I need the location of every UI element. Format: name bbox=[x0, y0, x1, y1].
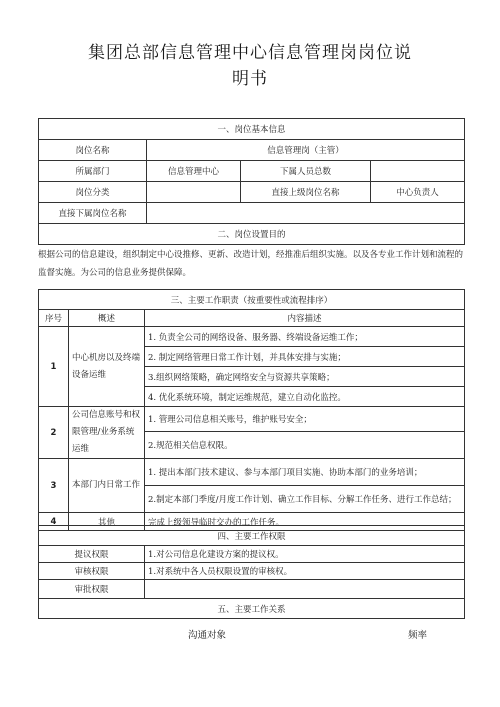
duty-item: 3.组织网络策略，确定网络安全与资源共享策略； bbox=[145, 367, 465, 387]
authority-label: 提议权限 bbox=[39, 546, 145, 563]
col-no-header: 序号 bbox=[39, 310, 69, 327]
category-label: 岗位分类 bbox=[39, 182, 147, 203]
section2-heading: 二、岗位设置目的 bbox=[39, 224, 465, 245]
position-name-label: 岗位名称 bbox=[39, 140, 147, 161]
section4-heading: 四、主要工作权限 bbox=[39, 526, 465, 546]
department-label: 所属部门 bbox=[39, 161, 147, 182]
duty-summary: 本部门内日常工作 bbox=[69, 459, 145, 513]
relation-frequency-header: 频率 bbox=[408, 630, 428, 641]
duty-number: 4 bbox=[39, 513, 69, 531]
authority-value: 1.对系统中各人员权限设置的审核权。 bbox=[145, 563, 465, 580]
document-title bbox=[0, 40, 500, 92]
duty-item: 2.制定本部门季度/月度工作计划、确立工作目标、分解工作任务、进行工作总结； bbox=[145, 486, 465, 513]
department-value: 信息管理中心 bbox=[147, 161, 241, 182]
section1-heading: 一、岗位基本信息 bbox=[39, 119, 465, 140]
authority-label: 审核权限 bbox=[39, 563, 145, 580]
duty-item: 1. 提出本部门技术建议、参与本部门项目实施、协助本部门的业务培训； bbox=[145, 459, 465, 486]
authority-table bbox=[38, 525, 465, 619]
section3-heading: 三、主要工作职责（按重要性或流程排序） bbox=[39, 290, 465, 310]
col-desc-header: 内容描述 bbox=[145, 310, 465, 327]
duty-number: 2 bbox=[39, 407, 69, 459]
duty-number: 1 bbox=[39, 327, 69, 407]
duty-item: 1. 管理公司信息相关账号，维护账号安全； bbox=[145, 407, 465, 432]
duty-item: 4. 优化系统环境，制定运维规范，建立自动化监控。 bbox=[145, 387, 465, 407]
position-name-value: 信息管理岗（主管） bbox=[147, 140, 465, 161]
title-line-1: 集团总部信息管理中心信息管理岗岗位说 bbox=[88, 43, 412, 63]
category-value bbox=[147, 182, 241, 203]
subordinate-label: 直接下属岗位名称 bbox=[39, 203, 147, 224]
authority-value: 1.对公司信息化建设方案的提议权。 bbox=[145, 546, 465, 563]
duty-summary: 公司信息账号和权限管理/业务系统运维 bbox=[69, 407, 145, 459]
superior-value: 中心负责人 bbox=[371, 182, 465, 203]
authority-value bbox=[145, 580, 465, 599]
duty-summary: 其他 bbox=[69, 513, 145, 531]
col-summary-header: 概述 bbox=[69, 310, 145, 327]
duty-item: 1. 负责全公司的网络设备、服务器、终端设备运维工作； bbox=[145, 327, 465, 347]
headcount-label: 下属人员总数 bbox=[241, 161, 371, 182]
duty-number: 3 bbox=[39, 459, 69, 513]
purpose-text: 根据公司的信息建设，组织制定中心设推修、更新、改造计划，经推准后组织实施。以及各专业工作计划和流程的监督实施。为公司的信息业务提供保障。 bbox=[38, 250, 464, 278]
basic-info-table bbox=[38, 118, 465, 245]
title-line-2: 明书 bbox=[232, 69, 268, 89]
duty-summary: 中心机房以及终端设备运维 bbox=[69, 327, 145, 407]
authority-label: 审批权限 bbox=[39, 580, 145, 599]
duties-table bbox=[38, 289, 465, 531]
relation-target-header: 沟通对象 bbox=[188, 630, 227, 641]
subordinate-value bbox=[147, 203, 465, 224]
duty-item: 2.规范相关信息权限。 bbox=[145, 432, 465, 459]
duty-item: 2. 制定网络管理日常工作计划，并具体安排与实施； bbox=[145, 347, 465, 367]
duty-item: 完成上级领导临时交办的工作任务。 bbox=[145, 513, 465, 531]
section5-heading: 五、主要工作关系 bbox=[39, 599, 465, 619]
headcount-value bbox=[371, 161, 465, 182]
superior-label: 直接上级岗位名称 bbox=[241, 182, 371, 203]
